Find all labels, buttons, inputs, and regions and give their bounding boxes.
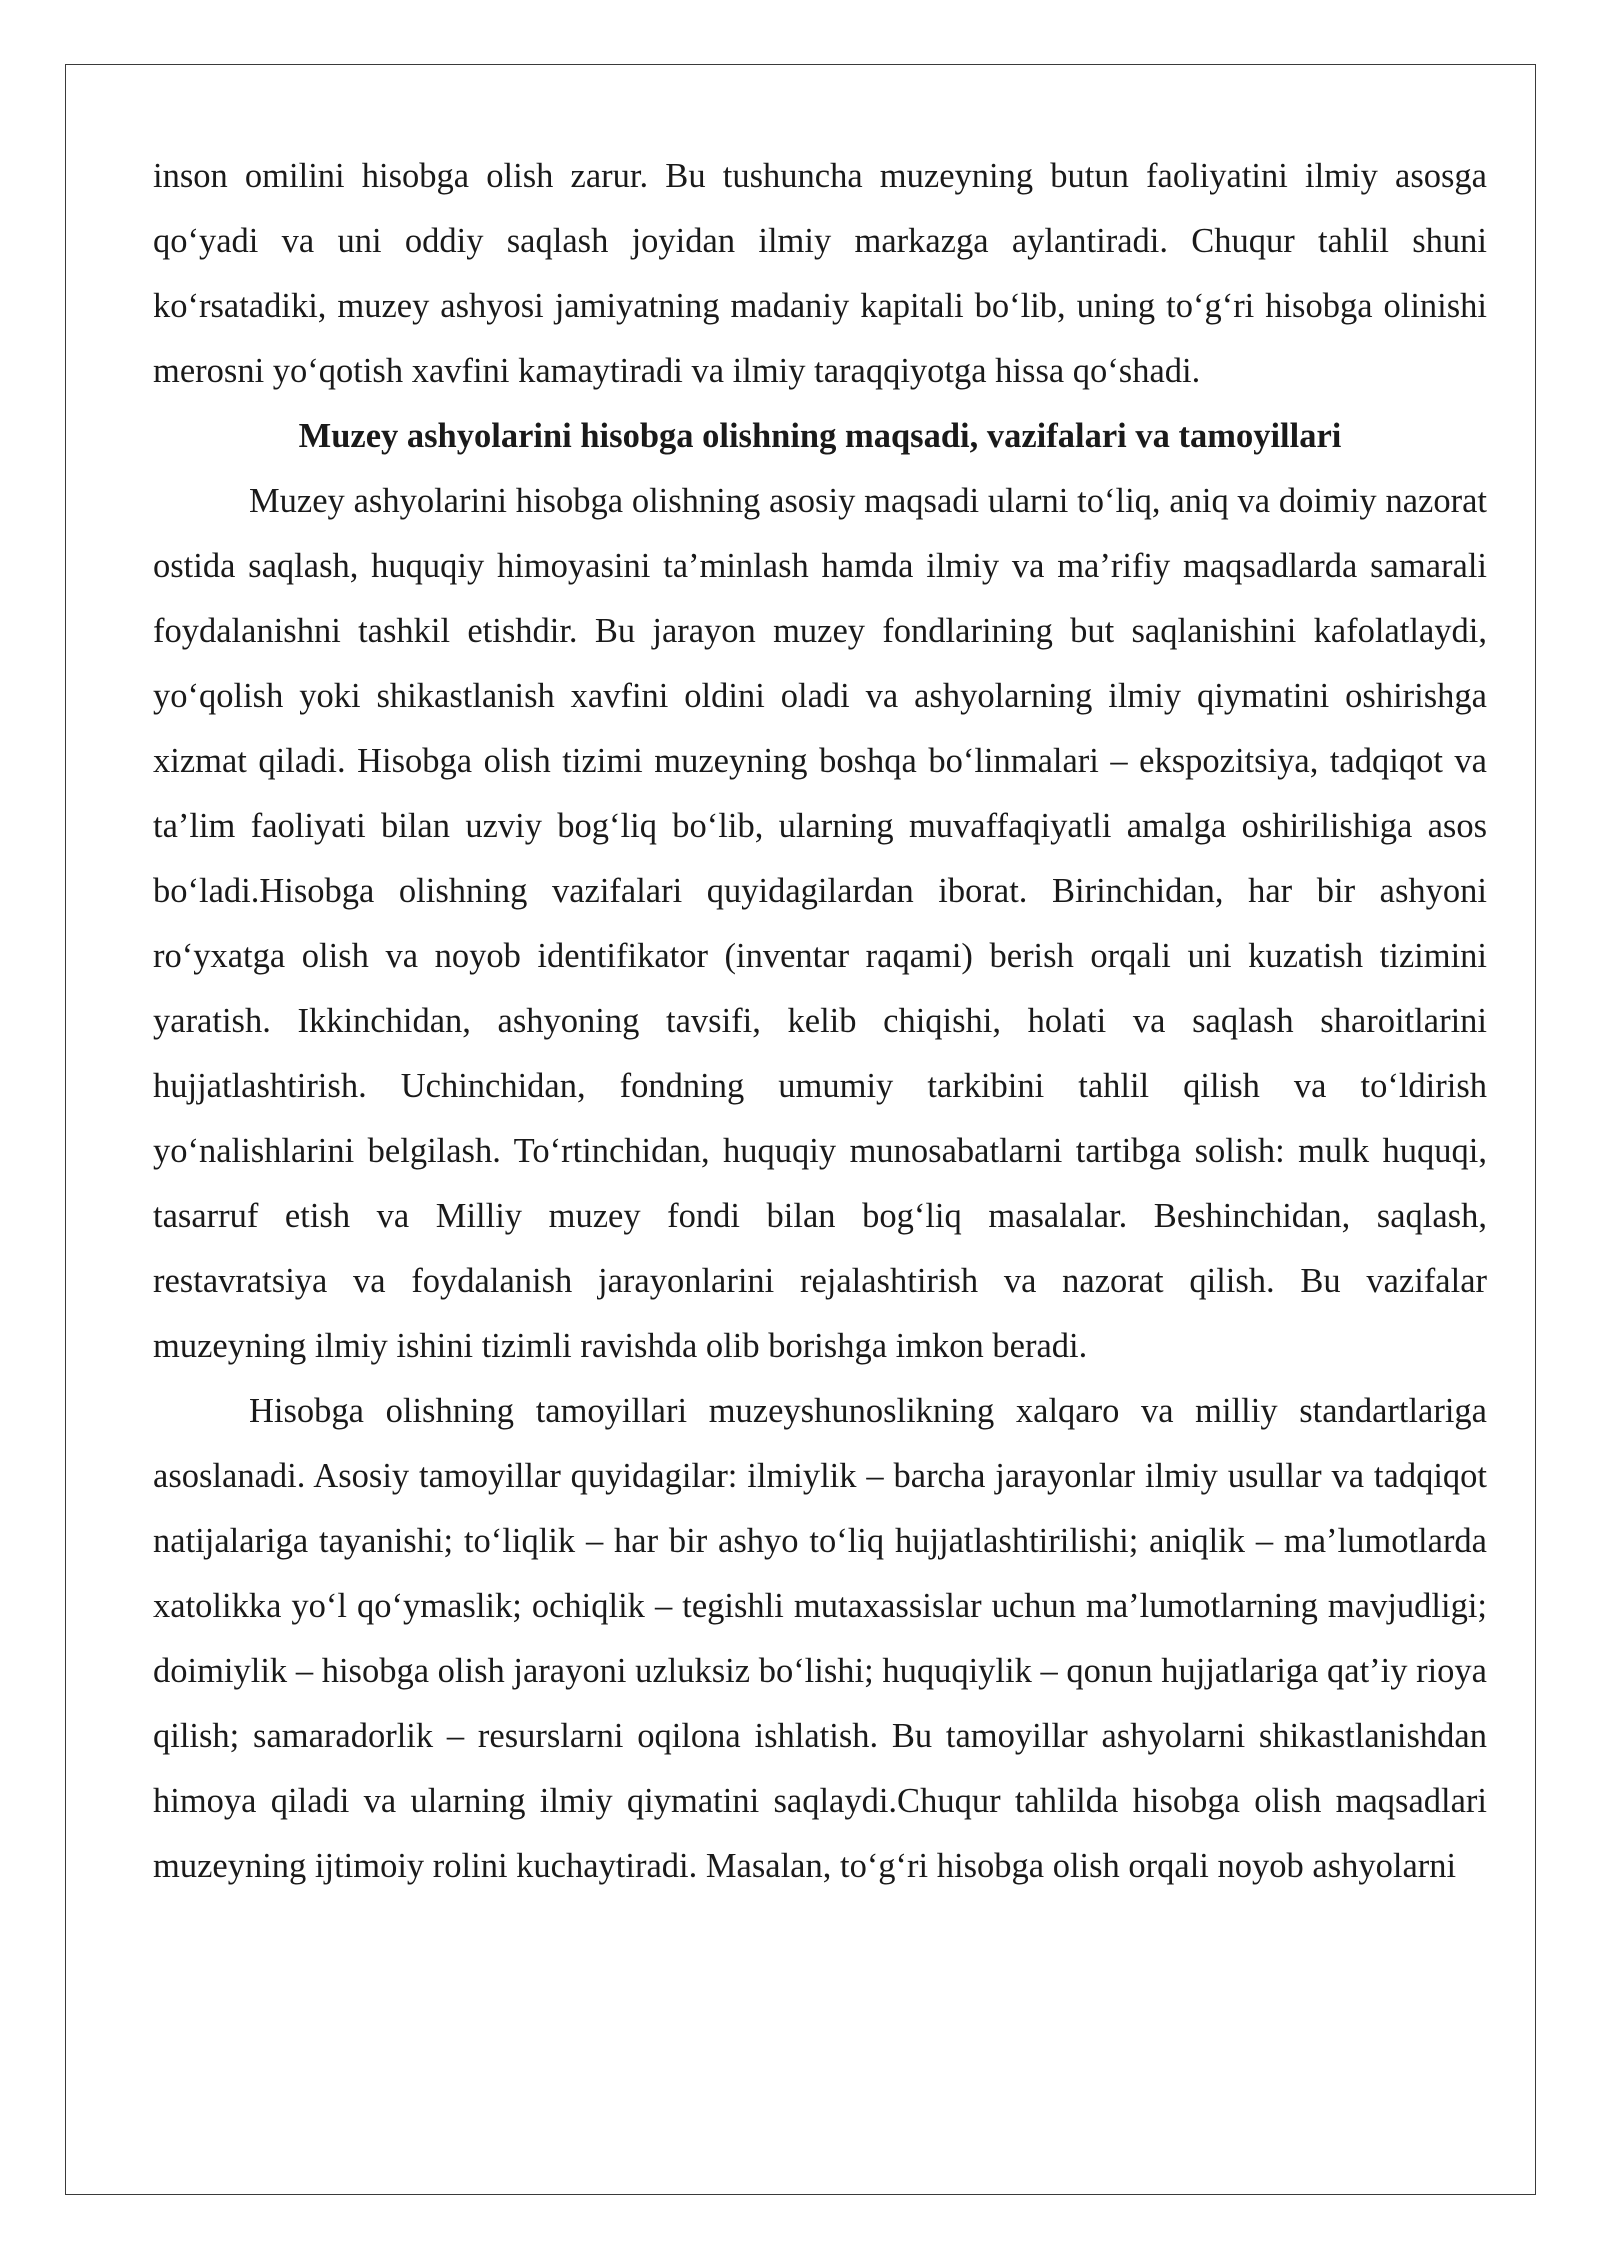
body-paragraph-purpose: Muzey ashyolarini hisobga olishning asosiy maqsadi ularni to‘liq, aniq va doimiy nazorat ostida saqlash, huquqiy himoyasini ta’minlash hamda ilmiy va ma’rifiy maqsadlarda samarali foydalanishni tashkil etishdir. Bu jarayon muzey fondlarining but saqlanishini kafolatlaydi, yo‘qolish yoki shikastlanish xavfini oldini oladi va ashyolarning ilmiy qiymatini oshirishga xizmat qiladi. Hisobga olish tizimi muzeyning boshqa bo‘linmalari – ekspozitsiya, tadqiqot va ta’lim faoliyati bilan uzviy bog‘liq bo‘lib, ularning muvaffaqiyatli amalga oshirilishiga asos bo‘ladi.Hisobga olishning vazifalari quyidagilardan iborat. Birinchidan, har bir ashyoni ro‘yxatga olish va noyob identifikator (inventar raqami) berish orqali uni kuzatish tizimini yaratish. Ikkinchidan, ashyoning tavsifi, kelib chiqishi, holati va saqlash sharoitlarini hujjatlashtirish. Uchinchidan, fondning umumiy tarkibini tahlil qilish va to‘ldirish yo‘nalishlarini belgilash. To‘rtinchidan, huquqiy munosabatlarni tartibga solish: mulk huquqi, tasarruf etish va Milliy muzey fondi bilan bog‘liq masalalar. Beshinchidan, saqlash, restavratsiya va foydalanish jarayonlarini rejalashtirish va nazorat qilish. Bu vazifalar muzeyning ilmiy ishini tizimli ravishda olib borishga imkon beradi. — [153, 482, 1487, 1365]
intro-paragraph: inson omilini hisobga olish zarur. Bu tushuncha muzeyning butun faoliyatini ilmiy asosga qo‘yadi va uni oddiy saqlash joyidan ilmiy markazga aylantiradi. Chuqur tahlil shuni ko‘rsatadiki, muzey ashyosi jamiyatning madaniy kapitali bo‘lib, uning to‘g‘ri hisobga olinishi merosni yo‘qotish xavfini kamaytiradi va ilmiy taraqqiyotga hissa qo‘shadi. — [153, 157, 1487, 390]
document-body — [153, 144, 1487, 1899]
section-heading: Muzey ashyolarini hisobga olishning maqsadi, vazifalari va tamoyillari — [298, 417, 1342, 455]
body-paragraph-principles: Hisobga olishning tamoyillari muzeyshunoslikning xalqaro va milliy standartlariga asoslanadi. Asosiy tamoyillar quyidagilar: ilmiylik – barcha jarayonlar ilmiy usullar va tadqiqot natijalariga tayanishi; to‘liqlik – har bir ashyo to‘liq hujjatlashtirilishi; aniqlik – ma’lumotlarda xatolikka yo‘l qo‘ymaslik; ochiqlik – tegishli mutaxassislar uchun ma’lumotlarning mavjudligi; doimiylik – hisobga olish jarayoni uzluksiz bo‘lishi; huquqiylik – qonun hujjatlariga qat’iy rioya qilish; samaradorlik – resurslarni oqilona ishlatish. Bu tamoyillar ashyolarni shikastlanishdan himoya qiladi va ularning ilmiy qiymatini saqlaydi.Chuqur tahlilda hisobga olish maqsadlari muzeyning ijtimoiy rolini kuchaytiradi. Masalan, to‘g‘ri hisobga olish orqali noyob ashyolarni — [153, 1392, 1487, 1885]
